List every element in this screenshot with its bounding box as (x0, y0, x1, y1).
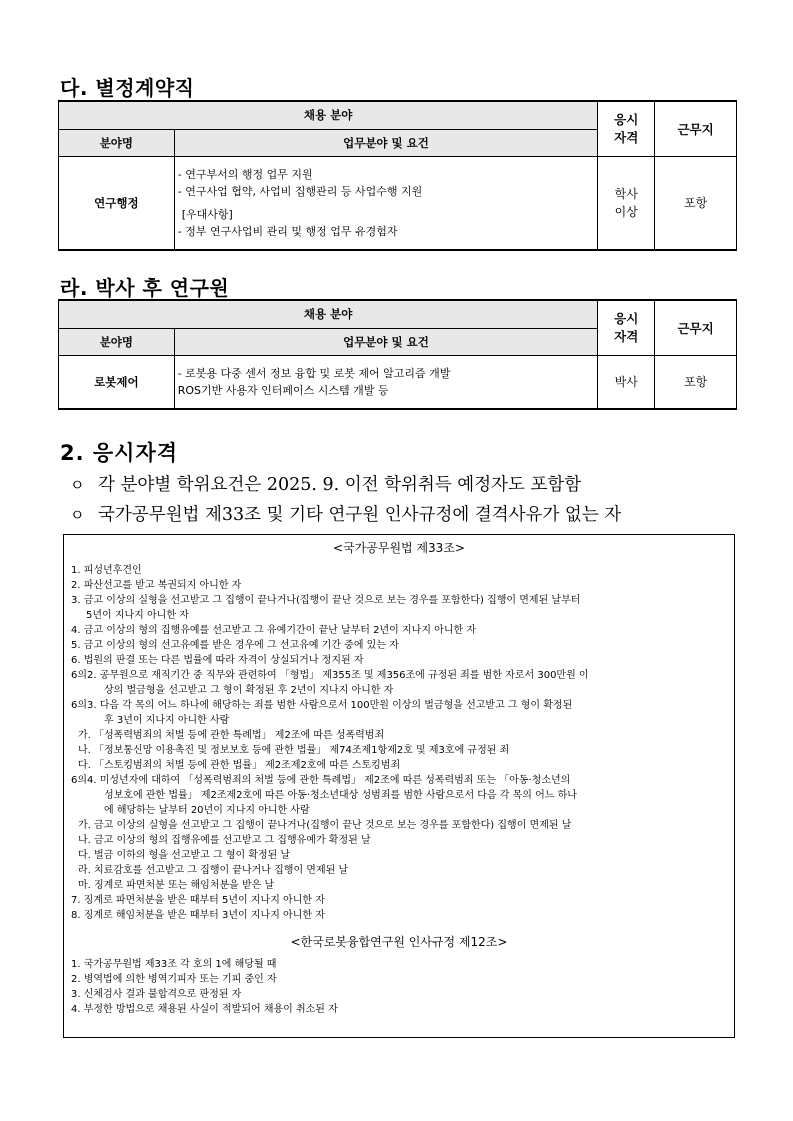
recruit-table-special-contract (58, 100, 737, 251)
list-item: 6의4. 미성년자에 대하여 「성폭력범죄의 처벌 등에 관한 특례법」 제2조에 따른 성폭력범죄 또는 「아동·청소년의 (71, 775, 571, 786)
location-cell: 포항 (655, 355, 737, 409)
list-item: 6의2. 공무원으로 재직기간 중 직무와 관련하여 「형법」 제355조 및 제356조에 규정된 죄를 범한 자로서 300만원 이 (71, 670, 589, 681)
list-item: 마. 징계로 파면처분 또는 해임처분을 받은 날 (78, 880, 275, 891)
list-item: 다. 「스토킹범죄의 처벌 등에 관한 법률」 제2조제2호에 따른 스토킹범죄 (78, 760, 401, 771)
list-item: 7. 징계로 파면처분을 받은 때부터 5년이 지나지 아니한 자 (71, 895, 325, 906)
list-item: 8. 징계로 해임처분을 받은 때부터 3년이 지나지 아니한 자 (71, 910, 325, 921)
eligibility-bullets (70, 471, 621, 529)
duty-line: ROS기반 사용자 인터페이스 시스템 개발 등 (177, 383, 389, 397)
list-item: 6. 법원의 판결 또는 다른 법률에 따라 자격이 상실되거나 정지된 자 (71, 655, 364, 666)
list-item: 후 3년이 지나지 아니한 사람 (104, 715, 230, 726)
table-header-qualification: 응시 자격 (598, 101, 655, 156)
table-header-duties: 업무분야 및 요건 (174, 129, 598, 156)
list-item: 2. 파산선고를 받고 복권되지 아니한 자 (71, 580, 242, 591)
list-item: 성보호에 관한 법률」 제2조제2호에 따른 아동·청소년대상 성범죄를 범한 사람으로서 다음 각 목의 어느 하나 (104, 790, 577, 801)
list-item: 나. 금고 이상의 형의 집행유예를 선고받고 그 집행유예가 확정된 날 (78, 835, 371, 846)
table-header-duties: 업무분야 및 요건 (174, 328, 598, 355)
duties-cell (174, 355, 598, 409)
list-item: 5. 금고 이상의 형의 선고유예를 받은 경우에 그 선고유예 기간 중에 있는 자 (71, 640, 399, 651)
list-item: 1. 국가공무원법 제33조 각 호의 1에 해당될 때 (71, 959, 277, 970)
table-header-field-name: 분야명 (59, 129, 175, 156)
location-cell: 포항 (655, 156, 737, 250)
duty-line: - 로봇용 다중 센서 정보 융합 및 로봇 제어 알고리즘 개발 (177, 366, 451, 380)
bullet-item (70, 471, 621, 499)
bullet-marker: ㅇ (70, 506, 85, 524)
field-name-cell: 로봇제어 (59, 355, 175, 409)
list-item: 가. 「성폭력범죄의 처벌 등에 관한 특례법」 제2조에 따른 성폭력범죄 (78, 730, 385, 741)
table-header-qualification: 응시 자격 (598, 300, 655, 355)
box-title-hr-regulation: <한국로봇융합연구원 인사규정 제12조> (290, 935, 508, 949)
list-item: 5년이 지나지 아니한 자 (86, 610, 189, 621)
section-heading-eligibility: 2. 응시자격 (60, 441, 179, 465)
list-item: 에 해당하는 날부터 20년이 지나지 아니한 사람 (104, 805, 310, 816)
list-item: 다. 벌금 이하의 형을 선고받고 그 형이 확정된 날 (78, 850, 291, 861)
bullet-text: 각 분야별 학위요건은 2025. 9. 이전 학위취득 예정자도 포함함 (98, 475, 582, 495)
duty-line: [우대사항] (181, 207, 233, 221)
civil-service-act-items (64, 563, 734, 923)
table-header-field-name: 분야명 (59, 328, 175, 355)
duty-line: - 연구부서의 행정 업무 지원 (177, 167, 313, 181)
list-item: 3. 금고 이상의 실형을 선고받고 그 집행이 끝나거나(집행이 끝난 것으로 보는 경우를 포함한다) 집행이 면제된 날부터 (71, 595, 581, 606)
hr-regulation-items (64, 957, 734, 1017)
qualification-cell: 박사 (598, 355, 655, 409)
duties-cell (174, 156, 598, 250)
duty-line: - 연구사업 협약, 사업비 집행관리 등 사업수행 지원 (177, 184, 423, 198)
list-item: 4. 부정한 방법으로 채용된 사실이 적발되어 채용이 취소된 자 (71, 1004, 338, 1015)
section-heading-postdoc: 라. 박사 후 연구원 (60, 276, 230, 300)
bullet-text: 국가공무원법 제33조 및 기타 연구원 인사규정에 결격사유가 없는 자 (98, 505, 622, 525)
table-header-recruit-field: 채용 분야 (59, 300, 598, 328)
list-item: 라. 치료감호를 선고받고 그 집행이 끝나거나 집행이 면제된 날 (78, 865, 349, 876)
list-item: 6의3. 다음 각 목의 어느 하나에 해당하는 죄를 범한 사람으로서 100만원 이상의 벌금형을 선고받고 그 형이 확정된 (71, 700, 573, 711)
qualification-cell: 학사 이상 (598, 156, 655, 250)
list-item: 상의 벌금형을 선고받고 그 형이 확정된 후 2년이 지나지 아니한 자 (104, 685, 394, 696)
table-header-recruit-field: 채용 분야 (59, 101, 598, 129)
recruit-table-postdoc (58, 299, 737, 410)
duty-line: - 정부 연구사업비 관리 및 행정 업무 유경험자 (177, 224, 398, 238)
table-header-location: 근무지 (655, 101, 737, 156)
bullet-marker: ㅇ (70, 476, 85, 494)
list-item: 3. 신체검사 결과 불합격으로 판정된 자 (71, 989, 242, 1000)
table-header-location: 근무지 (655, 300, 737, 355)
field-name-cell: 연구행정 (59, 156, 175, 250)
list-item: 1. 피성년후견인 (71, 565, 142, 576)
disqualification-box (63, 534, 735, 1038)
list-item: 2. 병역법에 의한 병역기피자 또는 기피 중인 자 (71, 974, 277, 985)
list-item: 가. 금고 이상의 실형을 선고받고 그 집행이 끝나거나(집행이 끝난 것으로 보는 경우를 포함한다) 집행이 면제된 날 (78, 820, 572, 831)
list-item: 나. 「정보통신망 이용촉진 및 정보보호 등에 관한 법률」 제74조제1항제2호 및 제3호에 규정된 죄 (78, 745, 510, 756)
section-heading-special-contract: 다. 별정계약직 (60, 76, 195, 100)
bullet-item (70, 501, 621, 529)
box-title-civil-service-act: <국가공무원법 제33조> (333, 541, 465, 555)
list-item: 4. 금고 이상의 형의 집행유예를 선고받고 그 유예기간이 끝난 날부터 2년이 지나지 아니한 자 (71, 625, 476, 636)
